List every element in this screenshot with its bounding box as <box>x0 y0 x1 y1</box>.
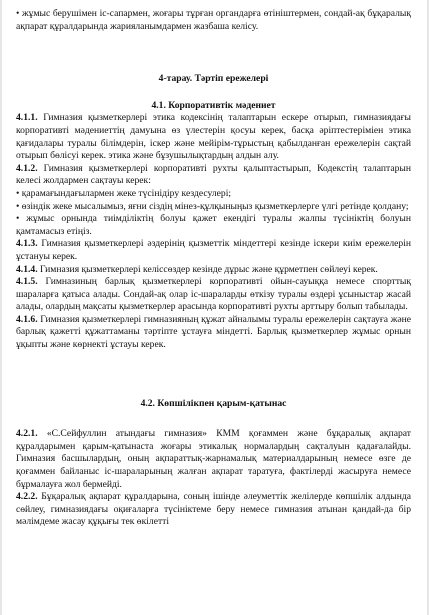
paragraph-number: 4.1.5. <box>16 276 38 288</box>
document-page <box>2 0 427 615</box>
paragraph-4-2-2 <box>16 491 411 529</box>
paragraph-4-1-1 <box>16 112 411 162</box>
paragraph-text: Гимназия қызметкерлері келіссөздер кезінде дұрыс және құрметпен сөйлеуі керек. <box>37 263 378 275</box>
paragraph-number: 4.1.3. <box>16 238 38 250</box>
bullet-item-2: • өзіндік жеке мысалымыз, яғни сіздің мінез-құлқыныңыз қызметкерлерге үлгі ретінде қолдану; <box>16 200 409 212</box>
paragraph-4-1-2 <box>16 163 411 188</box>
paragraph-text: Гимназия қызметкерлері гимназияның құжат айналымы туралы ережелерін сақтауға және барлық қажетті құжаттаманы тәртіпте ұстауға міндетті. Барлық қызметкерлер жұмыс орнын ұқыпты және көрнекті ұстауы керек. <box>16 313 411 351</box>
paragraph-number: 4.1.1. <box>16 112 38 124</box>
section-title-4-2: 4.2. Көпшілікпен қарым-қатынас <box>140 397 287 409</box>
paragraph-text: Бұқаралық ақпарат құралдарына, соның ішінде әлеуметтік желілерде көпшілік алдында сөйлеу, гимназиядағы оқиғаларға түсініктеме беру немесе гимназия атынан қандай-да бір мәлімдеме жасау құқығы тек өкілетті <box>16 491 411 528</box>
chapter-title: 4-тарау. Тәртіп ережелері <box>158 73 269 85</box>
paragraph-number: 4.1.6. <box>16 313 38 325</box>
paragraph-text: Гимназия қызметкерлері этика кодексінің талаптарын ескере отырып, гимназиядағы корпоративті мәдениеттің дамуына өз үлестерін қосуы керек, басқа әріптестеріміен этика қағидалары туралы білімдерін, іскер және мейірім-тұрыстың қабылданған ережелерін сақтай отырып бөлісуі керек. этика және бұзушылықтардың алдын алу. <box>16 112 411 162</box>
bullet-item-3: • жұмыс орнында тиімділіктің болуы қажет екендігі туралы жалпы түсініктің болуын қамтамасыз етіңіз. <box>16 213 411 237</box>
paragraph-4-1-6 <box>16 314 411 352</box>
paragraph-text: «С.Сейфуллин атындағы гимназия» КММ қоғаммен және бұқаралық ақпарат құралдарымен қарым-қатынаста жоғары этикалық нормалардың сақталуын қадағалайды. Гимназия басшылардың, оның ақпараттық-жарнамалық материалдарының немесе өзге де қоғаммен байланыс іс-шараларының жалған ақпарат таратуға, фактілерді жасыруға немесе бұрмалауға жол бермейді. <box>16 428 411 490</box>
section-title-4-1: 4.1. Корпоративтік мәдениет <box>151 99 276 111</box>
paragraph-text: Гимназия қызметкерлері әздерінің қызметтік міндеттері кезінде іскери киім ережелерін ұстануы керек. <box>16 238 411 262</box>
intro-paragraph: • жұмыс берушімен іс-сапармен, жоғары тұрған органдарға өтініштермен, сондай-ақ бұқаралық ақпарат құралдарында жарияланымдармен жазбаша келісу. <box>16 8 411 32</box>
spacer <box>16 33 411 73</box>
paragraph-4-2-1 <box>16 428 411 491</box>
paragraph-4-1-4 <box>16 264 411 277</box>
bullet-item-1: • қарамағындағылармен жеке түсінідіру кездесулері; <box>16 187 232 199</box>
spacer <box>16 352 411 398</box>
paragraph-number: 4.2.1. <box>16 428 38 440</box>
paragraph-number: 4.2.2. <box>16 491 38 503</box>
paragraph-number: 4.1.2. <box>16 162 38 174</box>
paragraph-text: Гимназиның барлық қызметкерлері корпоративті ойын-сауыққа немесе спорттық шараларға қатыса алады. Сондай-ақ олар іс-шараларды өткізу туралы өздері ұсыныстар жасай алады, олардың мақсаты қызметкерлер арасында корпоративті рухты арттыру болып табылады. <box>16 276 411 313</box>
paragraph-4-1-5 <box>16 276 411 314</box>
paragraph-text: Гимназия қызметкерлері корпоративті рухты қалыптастырып, Кодекстің талаптарын келесі жолдармен сақтауы керек: <box>16 162 411 187</box>
paragraph-number: 4.1.4. <box>16 263 38 275</box>
spacer <box>16 410 411 428</box>
paragraph-4-1-3 <box>16 238 411 263</box>
